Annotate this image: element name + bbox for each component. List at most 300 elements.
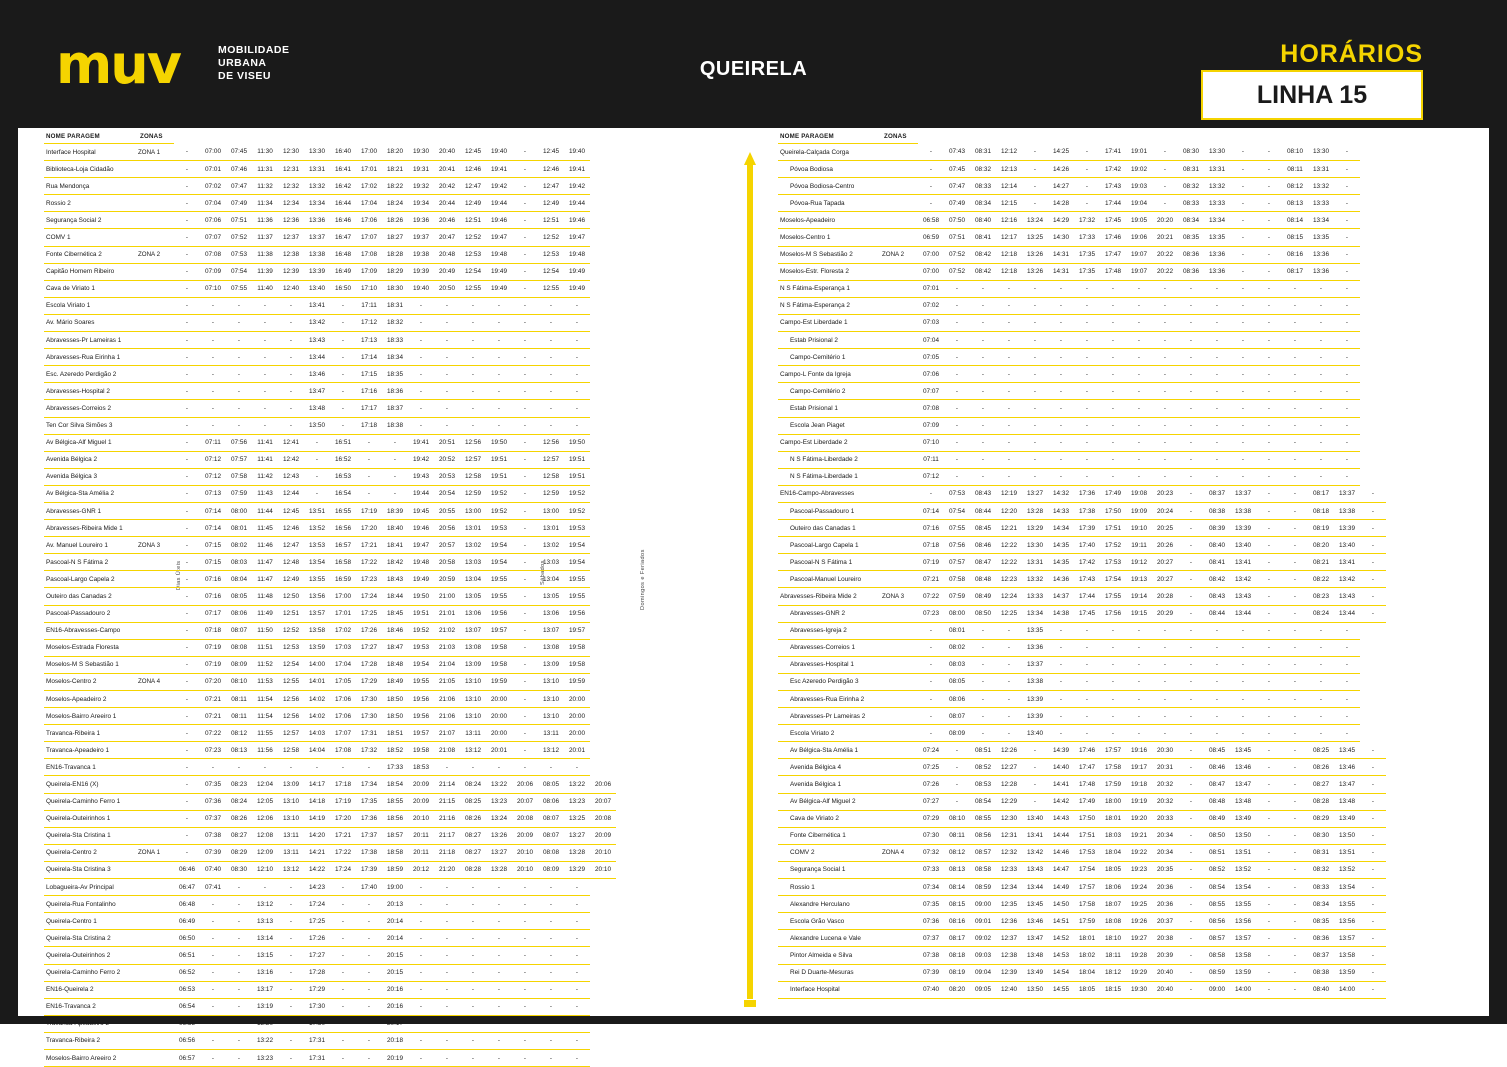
departure-time: 08:28 bbox=[1308, 793, 1334, 810]
departure-time: - bbox=[512, 263, 538, 280]
departure-time: 17:05 bbox=[330, 673, 356, 690]
departure-time: 08:41 bbox=[970, 229, 996, 246]
departure-time: - bbox=[512, 913, 538, 930]
departure-time: - bbox=[460, 1049, 486, 1066]
table-row bbox=[778, 554, 1386, 571]
departure-time: 19:45 bbox=[408, 502, 434, 519]
departure-time: - bbox=[1230, 725, 1256, 742]
departure-time: 07:36 bbox=[200, 793, 226, 810]
table-row bbox=[778, 742, 1386, 759]
departure-time: - bbox=[226, 759, 252, 776]
departure-time: 07:12 bbox=[918, 468, 944, 485]
departure-time: 18:12 bbox=[1100, 964, 1126, 981]
departure-time: - bbox=[408, 879, 434, 896]
departure-time: - bbox=[1334, 314, 1360, 331]
stop-name: Biblioteca-Loja Cidadão bbox=[44, 161, 138, 178]
departure-time: - bbox=[1022, 468, 1048, 485]
departure-time: - bbox=[512, 571, 538, 588]
departure-time: - bbox=[486, 998, 512, 1015]
departure-time: - bbox=[1308, 622, 1334, 639]
departure-time: - bbox=[1282, 400, 1308, 417]
departure-time: 13:13 bbox=[252, 913, 278, 930]
departure-time: 13:09 bbox=[278, 776, 304, 793]
departure-time: - bbox=[1282, 588, 1308, 605]
zone-label bbox=[138, 314, 174, 331]
departure-time: - bbox=[252, 383, 278, 400]
departure-time: - bbox=[1152, 314, 1178, 331]
departure-time: - bbox=[1022, 195, 1048, 212]
departure-time: 08:44 bbox=[970, 502, 996, 519]
departure-time: - bbox=[1256, 434, 1282, 451]
departure-time: 19:01 bbox=[1126, 144, 1152, 161]
timetable-outbound bbox=[44, 133, 616, 1067]
departure-time: 07:59 bbox=[944, 588, 970, 605]
departure-time: 17:45 bbox=[1074, 605, 1100, 622]
departure-time: 13:23 bbox=[564, 793, 590, 810]
departure-time: 08:52 bbox=[970, 759, 996, 776]
stop-name: Av. Mário Soares bbox=[44, 314, 138, 331]
departure-time: - bbox=[1178, 297, 1204, 314]
departure-time: - bbox=[174, 622, 200, 639]
departure-time: 12:56 bbox=[278, 708, 304, 725]
departure-time: 17:39 bbox=[356, 861, 382, 878]
departure-time: 18:39 bbox=[382, 502, 408, 519]
departure-time: 13:56 bbox=[1334, 913, 1360, 930]
departure-time: 17:26 bbox=[304, 930, 330, 947]
zone-label bbox=[138, 195, 174, 212]
departure-time: 17:16 bbox=[356, 383, 382, 400]
departure-time: 17:27 bbox=[356, 639, 382, 656]
departure-time: - bbox=[1152, 622, 1178, 639]
table-row bbox=[778, 827, 1386, 844]
stop-name: EN16-Travanca 1 bbox=[44, 759, 138, 776]
departure-time: 08:54 bbox=[1204, 879, 1230, 896]
departure-time: - bbox=[1048, 708, 1074, 725]
departure-time: - bbox=[970, 673, 996, 690]
zone-label bbox=[138, 366, 174, 383]
departure-time: - bbox=[226, 366, 252, 383]
departure-time: - bbox=[1256, 981, 1282, 998]
departure-time: - bbox=[1152, 639, 1178, 656]
table-row bbox=[44, 861, 616, 878]
departure-time: 08:43 bbox=[1204, 588, 1230, 605]
departure-time: - bbox=[512, 930, 538, 947]
departure-time: 07:50 bbox=[944, 212, 970, 229]
table-row bbox=[778, 537, 1386, 554]
departure-time: - bbox=[486, 366, 512, 383]
departure-time: 13:37 bbox=[1334, 485, 1360, 502]
departure-time: 08:24 bbox=[460, 776, 486, 793]
departure-time: - bbox=[1282, 297, 1308, 314]
table-row bbox=[44, 896, 616, 913]
departure-time: 08:29 bbox=[1308, 810, 1334, 827]
departure-time: - bbox=[1256, 383, 1282, 400]
departure-time: 19:22 bbox=[1126, 844, 1152, 861]
departure-time: 17:20 bbox=[356, 520, 382, 537]
stop-name: Moselos-Estrada Floresta bbox=[44, 639, 138, 656]
col-header-zone-left: ZONAS bbox=[138, 133, 174, 144]
departure-time: - bbox=[1178, 332, 1204, 349]
departure-time: 08:01 bbox=[226, 520, 252, 537]
departure-time: 08:44 bbox=[1204, 605, 1230, 622]
zone-label bbox=[882, 793, 918, 810]
departure-time: 13:31 bbox=[1308, 161, 1334, 178]
departure-time: - bbox=[330, 930, 356, 947]
departure-time: 18:31 bbox=[382, 297, 408, 314]
departure-time: 11:41 bbox=[252, 451, 278, 468]
departure-time: 20:35 bbox=[1152, 861, 1178, 878]
departure-time: 06:47 bbox=[174, 879, 200, 896]
departure-time: 13:49 bbox=[1022, 964, 1048, 981]
departure-time: 08:33 bbox=[1308, 879, 1334, 896]
departure-time: 08:13 bbox=[944, 861, 970, 878]
departure-time: 13:32 bbox=[304, 178, 330, 195]
departure-time: - bbox=[1022, 400, 1048, 417]
departure-time: 17:55 bbox=[1100, 588, 1126, 605]
departure-time: - bbox=[226, 332, 252, 349]
departure-time: 08:34 bbox=[970, 195, 996, 212]
departure-time: 07:13 bbox=[200, 485, 226, 502]
departure-time: - bbox=[918, 673, 944, 690]
departure-time: - bbox=[1178, 314, 1204, 331]
departure-time: - bbox=[538, 400, 564, 417]
departure-time: - bbox=[1204, 656, 1230, 673]
departure-time: 13:34 bbox=[1308, 212, 1334, 229]
departure-time: - bbox=[1152, 691, 1178, 708]
departure-time: 07:00 bbox=[200, 144, 226, 161]
departure-time: 17:32 bbox=[356, 742, 382, 759]
zone-label bbox=[138, 485, 174, 502]
departure-time: - bbox=[1204, 468, 1230, 485]
stop-name: Rossio 2 bbox=[44, 195, 138, 212]
departure-time: 13:23 bbox=[252, 1049, 278, 1066]
departure-time: - bbox=[356, 913, 382, 930]
departure-time: 07:21 bbox=[918, 571, 944, 588]
departure-time: - bbox=[1308, 434, 1334, 451]
departure-time: 19:56 bbox=[564, 605, 590, 622]
departure-time: - bbox=[226, 981, 252, 998]
departure-time: 07:06 bbox=[200, 212, 226, 229]
zone-label bbox=[138, 776, 174, 793]
departure-time: - bbox=[1178, 639, 1204, 656]
departure-time: 13:12 bbox=[538, 742, 564, 759]
departure-time: - bbox=[1334, 332, 1360, 349]
departure-time: 08:57 bbox=[1204, 930, 1230, 947]
stop-name: Pascoal-N S Fátima 2 bbox=[44, 554, 138, 571]
departure-time: 07:22 bbox=[200, 725, 226, 742]
departure-time: 19:10 bbox=[1126, 520, 1152, 537]
departure-time: 13:48 bbox=[304, 400, 330, 417]
departure-time: - bbox=[1282, 896, 1308, 913]
zone-label bbox=[882, 297, 918, 314]
departure-time: 19:57 bbox=[564, 622, 590, 639]
departure-time: 19:24 bbox=[1126, 879, 1152, 896]
table-row bbox=[778, 297, 1386, 314]
departure-time: - bbox=[174, 178, 200, 195]
departure-time: - bbox=[996, 434, 1022, 451]
departure-time: 13:38 bbox=[1334, 502, 1360, 519]
departure-time: - bbox=[1308, 297, 1334, 314]
departure-time: - bbox=[330, 383, 356, 400]
departure-time: 13:49 bbox=[1230, 810, 1256, 827]
departure-time: - bbox=[408, 913, 434, 930]
departure-time: - bbox=[408, 1032, 434, 1049]
departure-time: 13:32 bbox=[1204, 178, 1230, 195]
departure-time: - bbox=[226, 297, 252, 314]
table-row bbox=[44, 297, 616, 314]
departure-time: 14:37 bbox=[1048, 588, 1074, 605]
departure-time: 13:40 bbox=[1022, 810, 1048, 827]
departure-time: 11:51 bbox=[252, 639, 278, 656]
table-row bbox=[778, 520, 1386, 537]
departure-time: - bbox=[1282, 810, 1308, 827]
departure-time: 12:21 bbox=[996, 520, 1022, 537]
departure-time: 07:15 bbox=[200, 554, 226, 571]
departure-time: - bbox=[944, 297, 970, 314]
departure-time: 17:58 bbox=[1100, 759, 1126, 776]
departure-time: 08:49 bbox=[1204, 810, 1230, 827]
departure-time: - bbox=[1204, 400, 1230, 417]
departure-time: - bbox=[200, 981, 226, 998]
departure-time: - bbox=[278, 383, 304, 400]
departure-time: 11:47 bbox=[252, 571, 278, 588]
departure-time: - bbox=[1152, 417, 1178, 434]
departure-time: 20:10 bbox=[590, 844, 616, 861]
departure-time: 08:08 bbox=[226, 639, 252, 656]
departure-time: 14:29 bbox=[1048, 212, 1074, 229]
departure-time: 13:28 bbox=[486, 861, 512, 878]
departure-time: - bbox=[1022, 776, 1048, 793]
departure-time: - bbox=[918, 691, 944, 708]
departure-time: 17:00 bbox=[356, 144, 382, 161]
zone-label bbox=[138, 810, 174, 827]
departure-time: 16:46 bbox=[330, 212, 356, 229]
departure-time: 19:39 bbox=[408, 263, 434, 280]
departure-time: 20:29 bbox=[1152, 605, 1178, 622]
departure-time: 13:38 bbox=[304, 246, 330, 263]
departure-time: 18:57 bbox=[382, 827, 408, 844]
departure-time: 17:10 bbox=[356, 280, 382, 297]
departure-time: 08:34 bbox=[1308, 896, 1334, 913]
departure-time: 20:16 bbox=[382, 998, 408, 1015]
departure-time: 20:07 bbox=[512, 793, 538, 810]
departure-time: - bbox=[1126, 366, 1152, 383]
departure-time: - bbox=[486, 400, 512, 417]
departure-time: 08:45 bbox=[970, 520, 996, 537]
stop-name: Campo-Cemitério 2 bbox=[778, 383, 882, 400]
departure-time: 13:15 bbox=[252, 947, 278, 964]
departure-time: 12:58 bbox=[538, 468, 564, 485]
departure-time: 13:40 bbox=[304, 280, 330, 297]
departure-time: 20:27 bbox=[1152, 554, 1178, 571]
stop-name: Abravesses-Hospital 2 bbox=[44, 383, 138, 400]
zone-label bbox=[138, 332, 174, 349]
departure-time: - bbox=[1230, 417, 1256, 434]
departure-time: 20:00 bbox=[564, 725, 590, 742]
zone-label bbox=[882, 639, 918, 656]
departure-time: 21:04 bbox=[434, 656, 460, 673]
departure-time: - bbox=[1048, 622, 1074, 639]
table-row bbox=[778, 759, 1386, 776]
table-row bbox=[778, 212, 1386, 229]
departure-time: 07:11 bbox=[200, 434, 226, 451]
departure-time: 13:12 bbox=[278, 861, 304, 878]
departure-time: 08:13 bbox=[226, 742, 252, 759]
departure-time: 19:52 bbox=[564, 502, 590, 519]
departure-time: - bbox=[1230, 708, 1256, 725]
stop-name: Pascoal-Manuel Loureiro bbox=[778, 571, 882, 588]
departure-time: 08:29 bbox=[226, 844, 252, 861]
departure-time: 17:59 bbox=[1100, 776, 1126, 793]
departure-time: - bbox=[1074, 725, 1100, 742]
departure-time: - bbox=[1230, 451, 1256, 468]
departure-time: - bbox=[1204, 725, 1230, 742]
logo-subtitle-line2: URBANA bbox=[218, 57, 267, 69]
table-row bbox=[778, 468, 1386, 485]
departure-time: - bbox=[1204, 622, 1230, 639]
departure-time: - bbox=[1178, 451, 1204, 468]
stop-name: Av Bélgica-Sta Amélia 1 bbox=[778, 742, 882, 759]
departure-time: - bbox=[486, 417, 512, 434]
departure-time: - bbox=[1100, 451, 1126, 468]
departure-time: - bbox=[996, 400, 1022, 417]
stop-name: Moselos-Apeadeiro 2 bbox=[44, 691, 138, 708]
departure-time: 19:15 bbox=[1126, 605, 1152, 622]
departure-time: 17:48 bbox=[1100, 263, 1126, 280]
col-header-zone-right: ZONAS bbox=[882, 133, 918, 144]
departure-time: - bbox=[460, 1032, 486, 1049]
departure-time: 13:44 bbox=[304, 349, 330, 366]
departure-time: 13:34 bbox=[1022, 605, 1048, 622]
departure-time: - bbox=[512, 502, 538, 519]
departure-time: 14:02 bbox=[304, 708, 330, 725]
departure-time: 13:19 bbox=[252, 998, 278, 1015]
departure-time: - bbox=[408, 383, 434, 400]
departure-time: - bbox=[408, 332, 434, 349]
departure-time: 13:22 bbox=[486, 776, 512, 793]
departure-time: - bbox=[460, 947, 486, 964]
departure-time: - bbox=[1360, 981, 1386, 998]
departure-time: - bbox=[1334, 383, 1360, 400]
departure-time: - bbox=[330, 879, 356, 896]
departure-time: 07:10 bbox=[200, 280, 226, 297]
zone-label bbox=[882, 263, 918, 280]
departure-time: 12:56 bbox=[538, 434, 564, 451]
departure-time: 12:35 bbox=[996, 896, 1022, 913]
departure-time: - bbox=[512, 879, 538, 896]
zone-label bbox=[138, 297, 174, 314]
departure-time: 08:13 bbox=[1282, 195, 1308, 212]
stop-name: Avenida Bélgica 1 bbox=[778, 776, 882, 793]
departure-time: - bbox=[1334, 691, 1360, 708]
departure-time: 18:34 bbox=[382, 349, 408, 366]
departure-time: - bbox=[1152, 451, 1178, 468]
departure-time: - bbox=[1230, 349, 1256, 366]
departure-time: 19:53 bbox=[408, 639, 434, 656]
departure-time: 12:40 bbox=[278, 280, 304, 297]
departure-time: - bbox=[174, 673, 200, 690]
stop-name: Travanca-Ribeira 1 bbox=[44, 725, 138, 742]
departure-time: 08:30 bbox=[1308, 827, 1334, 844]
departure-time: 07:01 bbox=[200, 161, 226, 178]
departure-time: - bbox=[1256, 622, 1282, 639]
table-row bbox=[44, 1049, 616, 1066]
departure-time: 07:02 bbox=[918, 297, 944, 314]
departure-time: - bbox=[1282, 981, 1308, 998]
departure-time: - bbox=[226, 964, 252, 981]
departure-time: 20:36 bbox=[1152, 896, 1178, 913]
departure-time: 17:53 bbox=[1100, 554, 1126, 571]
departure-time: 17:41 bbox=[1100, 144, 1126, 161]
table-row bbox=[44, 622, 616, 639]
departure-time: - bbox=[512, 981, 538, 998]
departure-time: - bbox=[382, 434, 408, 451]
departure-time: - bbox=[1282, 759, 1308, 776]
departure-time: 17:33 bbox=[382, 759, 408, 776]
departure-time: - bbox=[278, 964, 304, 981]
departure-time: - bbox=[1360, 930, 1386, 947]
departure-time: - bbox=[1334, 434, 1360, 451]
departure-time: - bbox=[1308, 656, 1334, 673]
stop-name: Abravesses-GNR 2 bbox=[778, 605, 882, 622]
departure-time: 08:22 bbox=[1308, 571, 1334, 588]
departure-time: 07:26 bbox=[918, 776, 944, 793]
departure-time: - bbox=[1126, 434, 1152, 451]
departure-time: 16:57 bbox=[330, 537, 356, 554]
departure-time: 12:13 bbox=[996, 161, 1022, 178]
departure-time: - bbox=[226, 896, 252, 913]
departure-time: 13:55 bbox=[304, 571, 330, 588]
departure-time: - bbox=[512, 161, 538, 178]
departure-time: - bbox=[460, 913, 486, 930]
departure-time: 07:41 bbox=[200, 879, 226, 896]
departure-time: - bbox=[1100, 656, 1126, 673]
zone-label bbox=[138, 520, 174, 537]
departure-time: - bbox=[278, 947, 304, 964]
departure-time: - bbox=[1022, 314, 1048, 331]
departure-time: - bbox=[538, 964, 564, 981]
stop-name: Cava de Viriato 2 bbox=[778, 810, 882, 827]
departure-time: 08:09 bbox=[226, 656, 252, 673]
stop-name: Escola Grão Vasco bbox=[778, 913, 882, 930]
departure-time: 19:55 bbox=[408, 673, 434, 690]
zone-label bbox=[138, 947, 174, 964]
departure-time: - bbox=[486, 879, 512, 896]
table-row bbox=[44, 502, 616, 519]
departure-time: 14:36 bbox=[1048, 571, 1074, 588]
departure-time: 13:22 bbox=[564, 776, 590, 793]
departure-time: 13:53 bbox=[304, 537, 330, 554]
departure-time: 13:46 bbox=[1022, 913, 1048, 930]
departure-time: 14:30 bbox=[1048, 229, 1074, 246]
departure-time: 12:20 bbox=[996, 502, 1022, 519]
departure-time: - bbox=[226, 417, 252, 434]
departure-time: - bbox=[1152, 656, 1178, 673]
departure-time: - bbox=[1256, 468, 1282, 485]
departure-time: 20:18 bbox=[382, 1032, 408, 1049]
departure-time: 07:57 bbox=[226, 451, 252, 468]
departure-time: - bbox=[1256, 417, 1282, 434]
departure-time: 08:23 bbox=[1308, 588, 1334, 605]
table-row bbox=[44, 930, 616, 947]
departure-time: - bbox=[1360, 485, 1386, 502]
stop-name: Esc Azeredo Perdigão 3 bbox=[778, 673, 882, 690]
departure-time: 08:54 bbox=[970, 793, 996, 810]
departure-time: - bbox=[252, 759, 278, 776]
departure-time: - bbox=[200, 1015, 226, 1032]
departure-time: - bbox=[1074, 434, 1100, 451]
departure-time: - bbox=[1022, 417, 1048, 434]
